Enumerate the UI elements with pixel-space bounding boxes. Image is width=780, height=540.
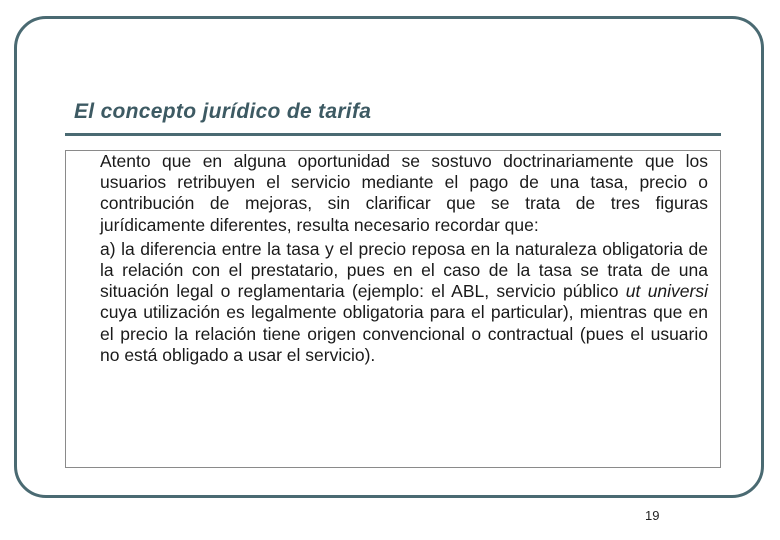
paragraph-intro: Atento que en alguna oportunidad se sostuvo doctrinariamente que los usuarios retribuyen el servicio mediante el pago de una tasa, precio o contribución de mejoras, sin clarificar que se trata de tres figuras jurídicamente diferentes, resulta necesario recordar que: [100, 151, 708, 235]
page-number: 19 [645, 508, 660, 523]
body-text [100, 151, 708, 366]
paragraph-a-italic-term: ut universi [625, 281, 708, 302]
paragraph-a-text-before: a) la diferencia entre la tasa y el precio reposa en la naturaleza obligatoria de la relación con el prestatario, pues en el caso de la tasa se trata de una situación legal o reglamentaria (ejemplo: el ABL, servicio público [100, 238, 708, 302]
slide-title: El concepto jurídico de tarifa [74, 100, 372, 123]
title-underline [65, 133, 721, 136]
paragraph-a-text-after: cuya utilización es legalmente obligatoria para el particular), mientras que en el precio la relación tiene origen convencional o contractual (pues el usuario no está obligado a usar el servicio). [100, 302, 708, 365]
paragraph-a [100, 239, 708, 366]
